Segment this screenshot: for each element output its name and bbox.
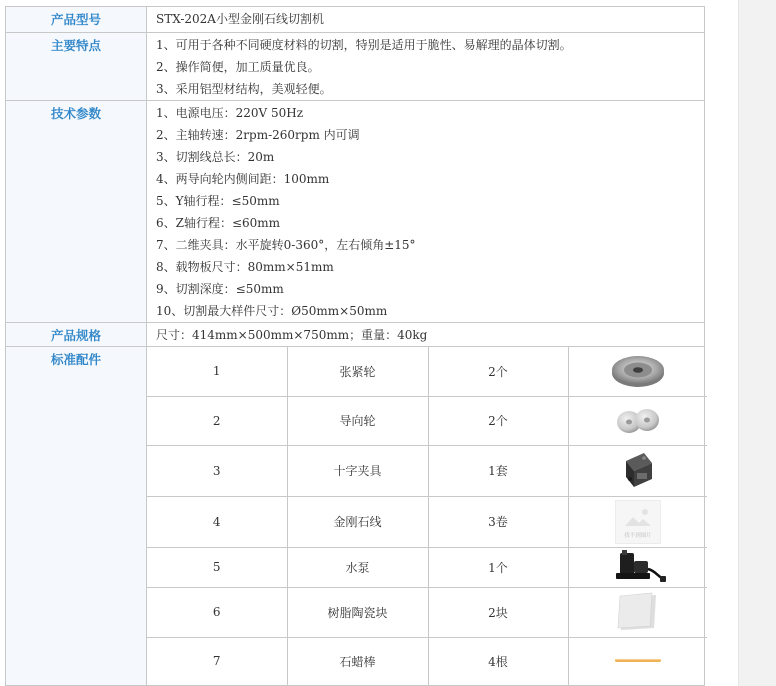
accessory-row <box>147 396 707 445</box>
page-scrollbar-gutter[interactable] <box>738 0 776 686</box>
feature-line: 2、操作简便，加工质量优良。 <box>156 60 320 74</box>
resin-ceramic-block-photo-icon <box>616 592 660 632</box>
accessory-row <box>147 637 707 685</box>
label-technical-parameters: 技术参数 <box>6 101 147 323</box>
accessory-image-cell <box>568 396 707 445</box>
tech-param-line: 5、Y轴行程：≤50mm <box>156 194 280 208</box>
product-spec-value: 尺寸：414mm×500mm×750mm；重量：40kg <box>156 328 428 342</box>
accessory-image-cell <box>568 347 707 396</box>
tech-param-line: 1、电源电压：220V 50Hz <box>156 106 304 120</box>
tech-param-line: 8、载物板尺寸：80mm×51mm <box>156 260 334 274</box>
accessory-image-cell <box>568 587 707 637</box>
feature-line: 3、采用铝型材结构，美观轻便。 <box>156 82 332 96</box>
tech-param-line: 6、Z轴行程：≤60mm <box>156 216 281 230</box>
guide-wheel-photo-icon <box>615 406 661 436</box>
tech-param-line: 3、切割线总长：20m <box>156 150 275 164</box>
accessory-image-cell <box>568 445 707 496</box>
accessory-no: 4 <box>147 496 287 547</box>
product-model-value: STX-202A小型金刚石线切割机 <box>156 12 324 26</box>
accessories-cell <box>147 347 705 686</box>
tech-params-list <box>147 101 705 323</box>
accessory-qty: 2个 <box>428 396 568 445</box>
accessory-row <box>147 587 707 637</box>
water-pump-photo-icon <box>608 549 668 585</box>
label-product-spec: 产品规格 <box>6 323 147 347</box>
row-main-features <box>6 33 705 101</box>
accessory-qty: 1套 <box>428 445 568 496</box>
accessory-qty: 1个 <box>428 547 568 587</box>
tech-param-line: 2、主轴转速：2rpm-260rpm 内可调 <box>156 128 360 142</box>
cross-clamp-photo-icon <box>620 449 656 493</box>
tech-param-line: 7、二维夹具：水平旋转0-360°，左右倾角±15° <box>156 238 416 252</box>
accessories-table <box>147 347 707 685</box>
row-standard-accessories <box>6 347 705 686</box>
accessory-row <box>147 347 707 396</box>
accessory-row <box>147 445 707 496</box>
row-product-spec <box>6 323 705 347</box>
accessory-name: 石蜡棒 <box>287 637 428 685</box>
features-list <box>147 33 705 101</box>
value-product-model-cell <box>147 7 705 33</box>
image-placeholder-icon <box>615 500 661 544</box>
accessory-qty: 2个 <box>428 347 568 396</box>
accessory-qty: 3卷 <box>428 496 568 547</box>
tech-param-line: 9、切割深度：≤50mm <box>156 282 284 296</box>
tech-param-line: 10、切割最大样件尺寸：Ø50mm×50mm <box>156 304 388 318</box>
paraffin-stick-photo-icon <box>614 657 662 665</box>
tension-wheel-photo-icon <box>610 353 666 389</box>
accessory-no: 6 <box>147 587 287 637</box>
accessory-no: 7 <box>147 637 287 685</box>
label-main-features: 主要特点 <box>6 33 147 101</box>
feature-line: 1、可用于各种不同硬度材料的切割，特别是适用于脆性、易解理的晶体切割。 <box>156 38 572 52</box>
accessory-name: 十字夹具 <box>287 445 428 496</box>
accessory-image-cell <box>568 547 707 587</box>
row-technical-parameters <box>6 101 705 323</box>
accessory-qty: 4根 <box>428 637 568 685</box>
accessory-name: 金刚石线 <box>287 496 428 547</box>
accessory-no: 5 <box>147 547 287 587</box>
label-standard-accessories: 标准配件 <box>6 347 147 686</box>
accessory-name: 树脂陶瓷块 <box>287 587 428 637</box>
accessory-image-cell <box>568 496 707 547</box>
accessory-no: 1 <box>147 347 287 396</box>
value-product-spec-cell <box>147 323 705 347</box>
accessory-no: 2 <box>147 396 287 445</box>
row-product-model <box>6 7 705 33</box>
accessory-row <box>147 496 707 547</box>
accessory-image-cell <box>568 637 707 685</box>
accessory-qty: 2块 <box>428 587 568 637</box>
accessory-no: 3 <box>147 445 287 496</box>
image-placeholder-text: 找不到图片 <box>623 532 652 539</box>
accessory-name: 水泵 <box>287 547 428 587</box>
accessory-name: 导向轮 <box>287 396 428 445</box>
label-product-model: 产品型号 <box>6 7 147 33</box>
product-spec-table <box>5 6 705 686</box>
tech-param-line: 4、两导向轮内侧间距：100mm <box>156 172 330 186</box>
accessory-row <box>147 547 707 587</box>
accessory-name: 张紧轮 <box>287 347 428 396</box>
